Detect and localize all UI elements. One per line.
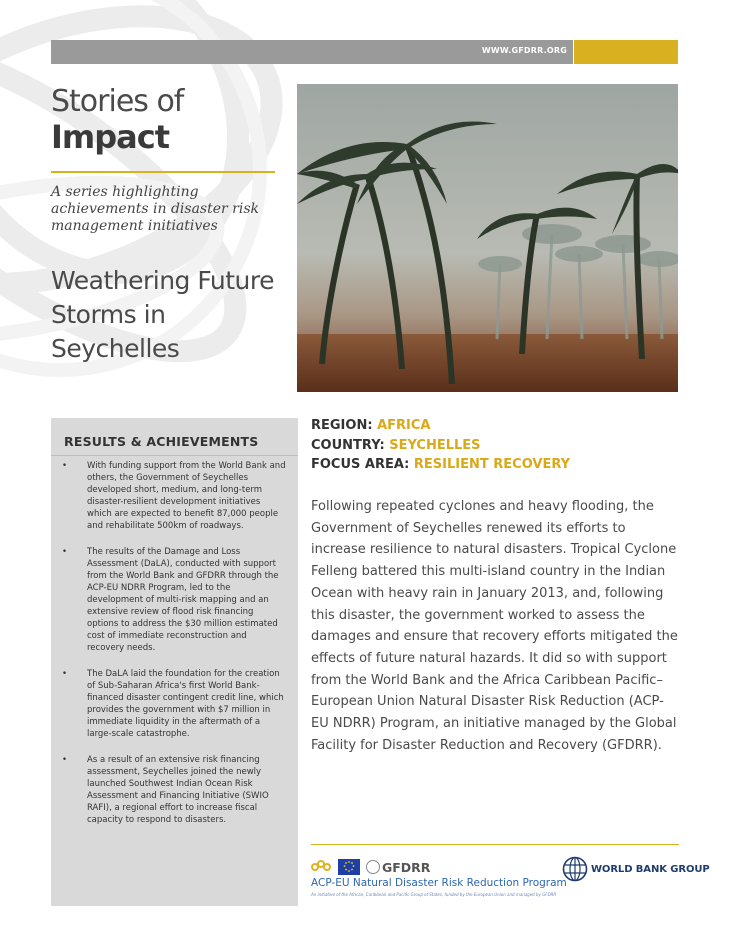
list-item-text: With funding support from the World Bank and others, the Government of Seychelles developed short, medium, and long-term disaster-resilient development initiatives which are expected to benefit 87,000 people and rehabilitate 500km of roadways. [87, 461, 286, 531]
list-item-text: The results of the Damage and Loss Assessment (DaLA), conducted with support from the World Bank and GFDRR through the ACP-EU NDRR Program, led to the development of multi-risk mapping and an extensive review of flood risk financing options to address the $30 million estimated cost of immediate reconstruction and recovery needs. [87, 547, 279, 653]
results-list [51, 460, 298, 840]
region-value: AFRICA [377, 418, 431, 433]
bullet-icon: • [62, 461, 68, 471]
program-fine-print: An initiative of the African, Caribbean and Pacific Group of States, funded by the European Union and managed by GFDRR [311, 892, 557, 897]
website-link[interactable]: WWW.GFDRR.ORG [481, 46, 567, 55]
program-name: ACP-EU Natural Disaster Risk Reduction Program [311, 877, 567, 889]
sidebar-divider [51, 455, 298, 456]
body-paragraph: Following repeated cyclones and heavy flooding, the Government of Seychelles renewed its efforts to increase resilience to natural disasters. Tropical Cyclone Felleng battered this multi-island country in the Indian Ocean with heavy rain in January 2013, and, following this disaster, the government worked to assess the damages and ensure that recovery efforts mitigated the effects of future natural hazards. It did so with support from the World Bank and the Africa Caribbean Pacific–European Union Natural Disaster Risk Reduction (ACP-EU NDRR) Program, an initiative managed by the Global Facility for Disaster Reduction and Recovery (GFDRR). [311, 499, 678, 753]
partner-logos [311, 858, 430, 876]
list-item [51, 754, 298, 826]
bullet-icon: • [62, 669, 68, 679]
footer-divider [311, 844, 679, 845]
focus-label: FOCUS AREA: [311, 457, 410, 472]
list-item [51, 460, 298, 532]
world-bank-group-logo [562, 856, 710, 882]
results-sidebar [51, 418, 298, 906]
list-item [51, 668, 298, 740]
gfdrr-seal-icon [366, 860, 380, 874]
list-item-text: The DaLA laid the foundation for the creation of Sub-Saharan Africa's first World Bank-financed disaster contingent credit line, which provides the government with $7 million in immediate liquidity in the aftermath of a large-scale catastrophe. [87, 669, 284, 739]
country-label: COUNTRY: [311, 437, 385, 453]
country-value: SEYCHELLES [389, 437, 481, 453]
region-line [311, 416, 570, 436]
series-description: A series highlighting achievements in disaster risk management initiatives [51, 184, 259, 234]
story-meta [311, 416, 570, 475]
header-accent-bar [574, 40, 678, 64]
country-line [311, 436, 570, 456]
acp-yellow-circles-icon [311, 860, 333, 874]
bullet-icon: • [62, 547, 68, 557]
sidebar-heading: RESULTS & ACHIEVEMENTS [64, 434, 259, 449]
eu-flag-icon [338, 859, 360, 875]
region-label: REGION: [311, 418, 373, 433]
list-item [51, 546, 298, 654]
title-impact: Impact [51, 118, 170, 156]
focus-line [311, 455, 570, 475]
list-item-text: As a result of an extensive risk financing assessment, Seychelles joined the newly launched Southwest Indian Ocean Risk Assessment and Financing Initiative (SWIO RAFI), a regional effort to increase fiscal capacity to respond to disasters. [87, 755, 269, 825]
world-bank-group-text: WORLD BANK GROUP [591, 863, 710, 875]
story-title: Weathering Future Storms in Seychelles [51, 266, 274, 363]
world-bank-globe-icon [562, 856, 588, 882]
title-divider [51, 171, 275, 173]
gfdrr-logo-text: GFDRR [382, 859, 431, 875]
misty-palm-trees-photo [297, 84, 678, 392]
bullet-icon: • [62, 755, 68, 765]
title-stories-of: Stories of [51, 84, 184, 119]
focus-value: RESILIENT RECOVERY [413, 457, 571, 472]
gfdrr-logo [366, 860, 430, 875]
header-bar [51, 40, 573, 64]
